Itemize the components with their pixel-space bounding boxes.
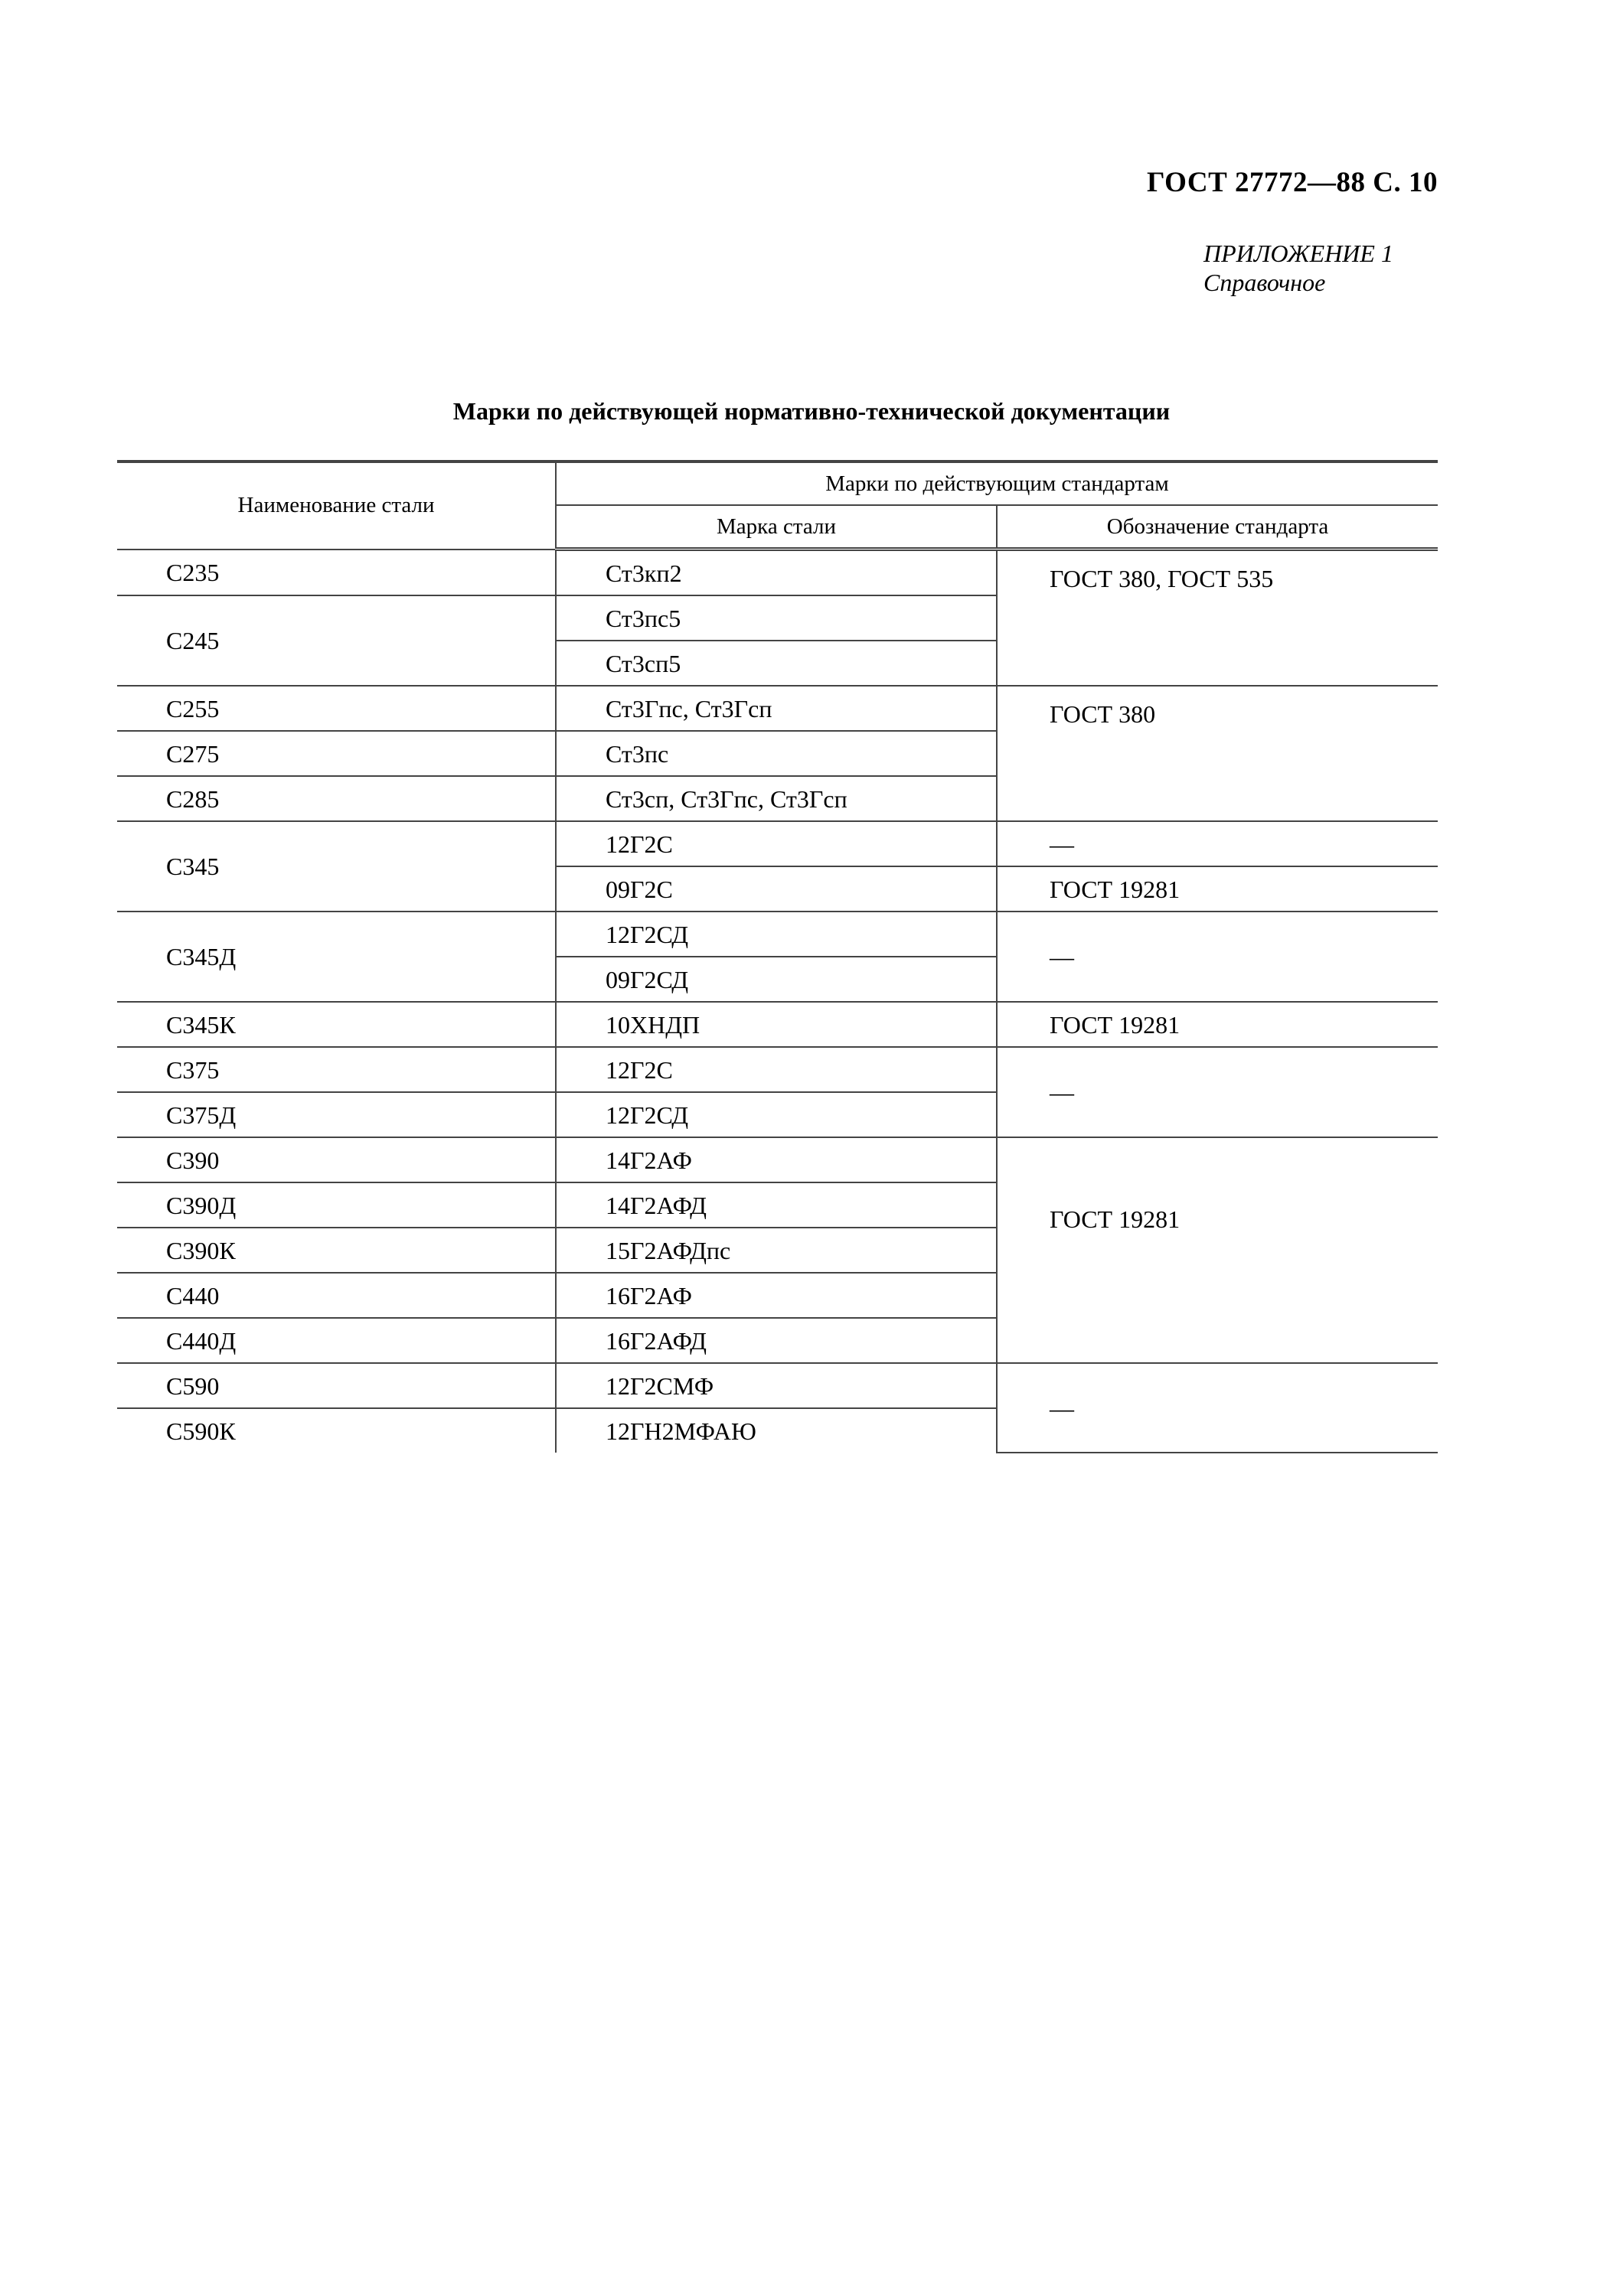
standard-cell: — — [997, 1047, 1438, 1137]
column-group-header-standards: Марки по действующим стандартам — [556, 462, 1438, 505]
steel-name-cell: С390Д — [117, 1182, 556, 1228]
table-row — [117, 1363, 1438, 1408]
steel-name-cell: С345 — [117, 821, 556, 912]
steel-mark-cell: 12Г2СД — [556, 1092, 997, 1137]
steel-mark-cell: 14Г2АФ — [556, 1137, 997, 1182]
steel-name-cell: С440Д — [117, 1318, 556, 1363]
standard-cell: ГОСТ 19281 — [997, 1137, 1438, 1363]
steel-name-cell: С590 — [117, 1363, 556, 1408]
document-reference: ГОСТ 27772—88 С. 10 — [1147, 167, 1438, 198]
standard-cell: — — [997, 912, 1438, 1002]
steel-mark-cell: Ст3сп5 — [556, 641, 997, 686]
steel-name-cell: С375 — [117, 1047, 556, 1092]
steel-mark-cell: 10ХНДП — [556, 1002, 997, 1047]
table-row — [117, 686, 1438, 731]
standard-cell: — — [997, 821, 1438, 866]
standard-cell: — — [997, 1363, 1438, 1453]
steel-mark-cell: Ст3кп2 — [556, 550, 997, 596]
standard-cell: ГОСТ 19281 — [997, 1002, 1438, 1047]
standard-cell: ГОСТ 380 — [997, 686, 1438, 821]
steel-mark-cell: 16Г2АФД — [556, 1318, 997, 1363]
steel-grades-table — [117, 460, 1438, 1453]
table-row — [117, 821, 1438, 866]
steel-mark-cell: 12Г2С — [556, 821, 997, 866]
steel-mark-cell: 14Г2АФД — [556, 1182, 997, 1228]
column-header-steel-mark: Марка стали — [556, 505, 997, 550]
column-header-steel-name: Наименование стали — [117, 462, 556, 550]
steel-mark-cell: Ст3Гпс, Ст3Гсп — [556, 686, 997, 731]
steel-mark-cell: 12ГН2МФАЮ — [556, 1408, 997, 1453]
steel-name-cell: С390К — [117, 1228, 556, 1273]
steel-name-cell: С245 — [117, 595, 556, 686]
steel-name-cell: С590К — [117, 1408, 556, 1453]
steel-mark-cell: Ст3сп, Ст3Гпс, Ст3Гсп — [556, 776, 997, 821]
steel-mark-cell: Ст3пс — [556, 731, 997, 776]
steel-name-cell: С235 — [117, 550, 556, 596]
steel-mark-cell: 12Г2СД — [556, 912, 997, 957]
table-row — [117, 912, 1438, 957]
steel-name-cell: С345К — [117, 1002, 556, 1047]
steel-name-cell: С375Д — [117, 1092, 556, 1137]
appendix-title: ПРИЛОЖЕНИЕ 1 — [1203, 240, 1393, 267]
steel-name-cell: С255 — [117, 686, 556, 731]
steel-name-cell: С440 — [117, 1273, 556, 1318]
steel-mark-cell: 09Г2СД — [556, 957, 997, 1002]
steel-mark-cell: 09Г2С — [556, 866, 997, 912]
table-row — [117, 1002, 1438, 1047]
steel-mark-cell: 12Г2С — [556, 1047, 997, 1092]
steel-name-cell: С390 — [117, 1137, 556, 1182]
steel-name-cell: С275 — [117, 731, 556, 776]
appendix-type: Справочное — [1203, 269, 1326, 296]
table-row — [117, 1047, 1438, 1092]
appendix-label-block — [1203, 239, 1393, 297]
steel-mark-cell: 15Г2АФДпс — [556, 1228, 997, 1273]
column-header-standard: Обозначение стандарта — [997, 505, 1438, 550]
table-caption: Марки по действующей нормативно-технической документации — [452, 397, 1171, 425]
steel-mark-cell: 16Г2АФ — [556, 1273, 997, 1318]
standard-cell: ГОСТ 380, ГОСТ 535 — [997, 550, 1438, 687]
table-row — [117, 1137, 1438, 1182]
standard-cell: ГОСТ 19281 — [997, 866, 1438, 912]
table-row — [117, 550, 1438, 596]
steel-name-cell: С285 — [117, 776, 556, 821]
steel-mark-cell: Ст3пс5 — [556, 595, 997, 641]
steel-name-cell: С345Д — [117, 912, 556, 1002]
steel-mark-cell: 12Г2СМФ — [556, 1363, 997, 1408]
